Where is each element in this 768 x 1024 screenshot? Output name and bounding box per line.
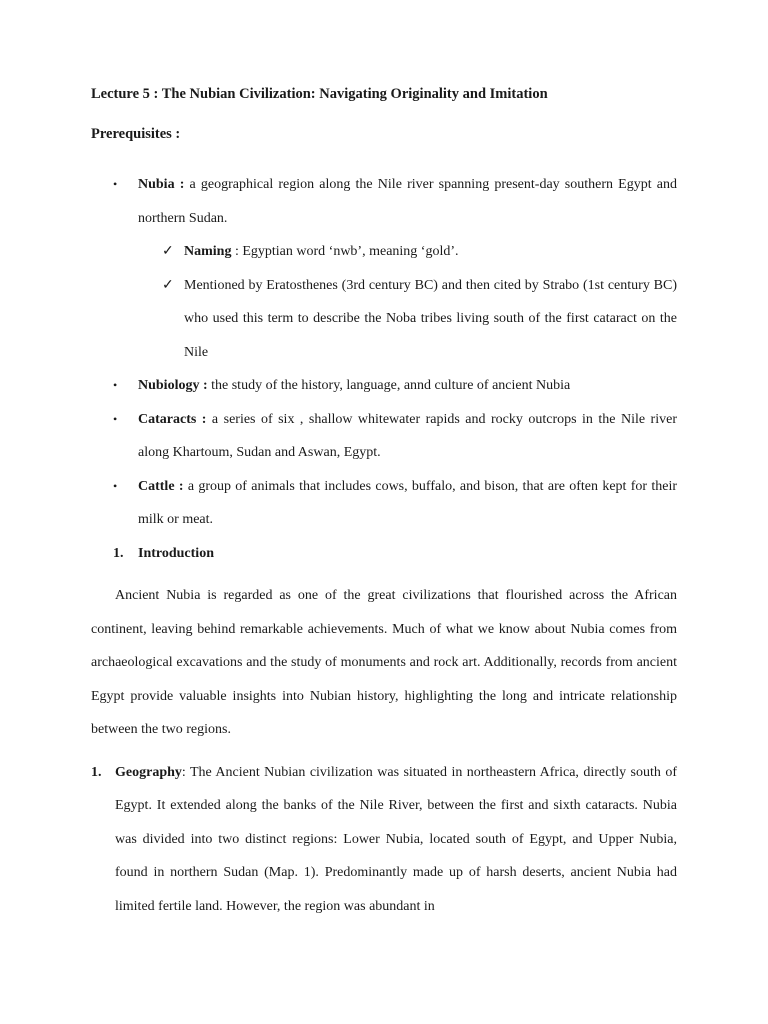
geography-number: 1. xyxy=(91,764,102,780)
term-cataracts: Cataracts : xyxy=(138,411,207,427)
bullet-nubiology xyxy=(91,369,677,403)
introduction-heading xyxy=(91,537,677,571)
section-number: 1. xyxy=(113,545,124,561)
checkmark-icon: ✓ xyxy=(162,277,174,293)
term-nubiology: Nubiology : xyxy=(138,378,208,393)
bullet-icon: • xyxy=(113,411,118,426)
bullet-icon: • xyxy=(113,378,118,392)
prerequisites-heading: Prerequisites : xyxy=(91,126,181,142)
prerequisites-list xyxy=(91,168,677,537)
introduction-heading-text: Introduction xyxy=(138,545,214,561)
check-item-naming xyxy=(138,235,677,269)
term-nubia: Nubia : xyxy=(138,177,185,192)
definition-cattle: a group of animals that includes cows, buffalo, and bison, that are often kept for their milk or meat. xyxy=(138,478,678,527)
bullet-icon: • xyxy=(113,478,118,493)
bullet-icon: • xyxy=(113,177,118,191)
term-cattle: Cattle : xyxy=(138,478,184,494)
bullet-cattle xyxy=(91,470,677,537)
term-naming: Naming xyxy=(184,244,232,259)
definition-cataracts: a series of six , shallow whitewater rapids and rocky outcrops in the Nile river along Khartoum, Sudan and Aswan, Egypt. xyxy=(138,411,677,460)
definition-nubia: a geographical region along the Nile river spanning present-day southern Egypt and northern Sudan. xyxy=(138,177,677,226)
term-geography: Geography xyxy=(115,764,182,780)
check-item-mentioned xyxy=(138,269,677,370)
geography-item xyxy=(91,756,677,924)
mentioned-text: Mentioned by Eratosthenes (3rd century BC) and then cited by Strabo (1st century BC) who used this term to describe the Noba tribes living south of the first cataract on the Nile xyxy=(184,277,677,360)
lecture-title: Lecture 5 : The Nubian Civilization: Navigating Originality and Imitation xyxy=(91,86,548,102)
document-page xyxy=(91,84,677,923)
nubia-sublist xyxy=(138,235,677,369)
geography-text: : The Ancient Nubian civilization was situated in northeastern Africa, directly south of Egypt. It extended along the banks of the Nile River, between the first and sixth cataracts. Nubia was divided into two distinct regions: Lower Nubia, located south of Egypt, and Upper Nubia, found in northern Sudan (Map. 1). Predominantly made up of harsh deserts, ancient Nubia had limited fertile land. However, the region was abundant in xyxy=(115,764,677,914)
checkmark-icon: ✓ xyxy=(162,244,174,259)
naming-text: : Egyptian word ‘nwb’, meaning ‘gold’. xyxy=(231,244,459,259)
bullet-cataracts xyxy=(91,403,677,470)
definition-nubiology: the study of the history, language, annd culture of ancient Nubia xyxy=(207,378,571,393)
bullet-nubia xyxy=(91,168,677,369)
introduction-paragraph: Ancient Nubia is regarded as one of the great civilizations that flourished across the African continent, leaving behind remarkable achievements. Much of what we know about Nubia comes from archaeological excavations and the study of monuments and rock art. Additionally, records from ancient Egypt provide valuable insights into Nubian history, highlighting the long and intricate relationship between the two regions. xyxy=(91,588,677,737)
